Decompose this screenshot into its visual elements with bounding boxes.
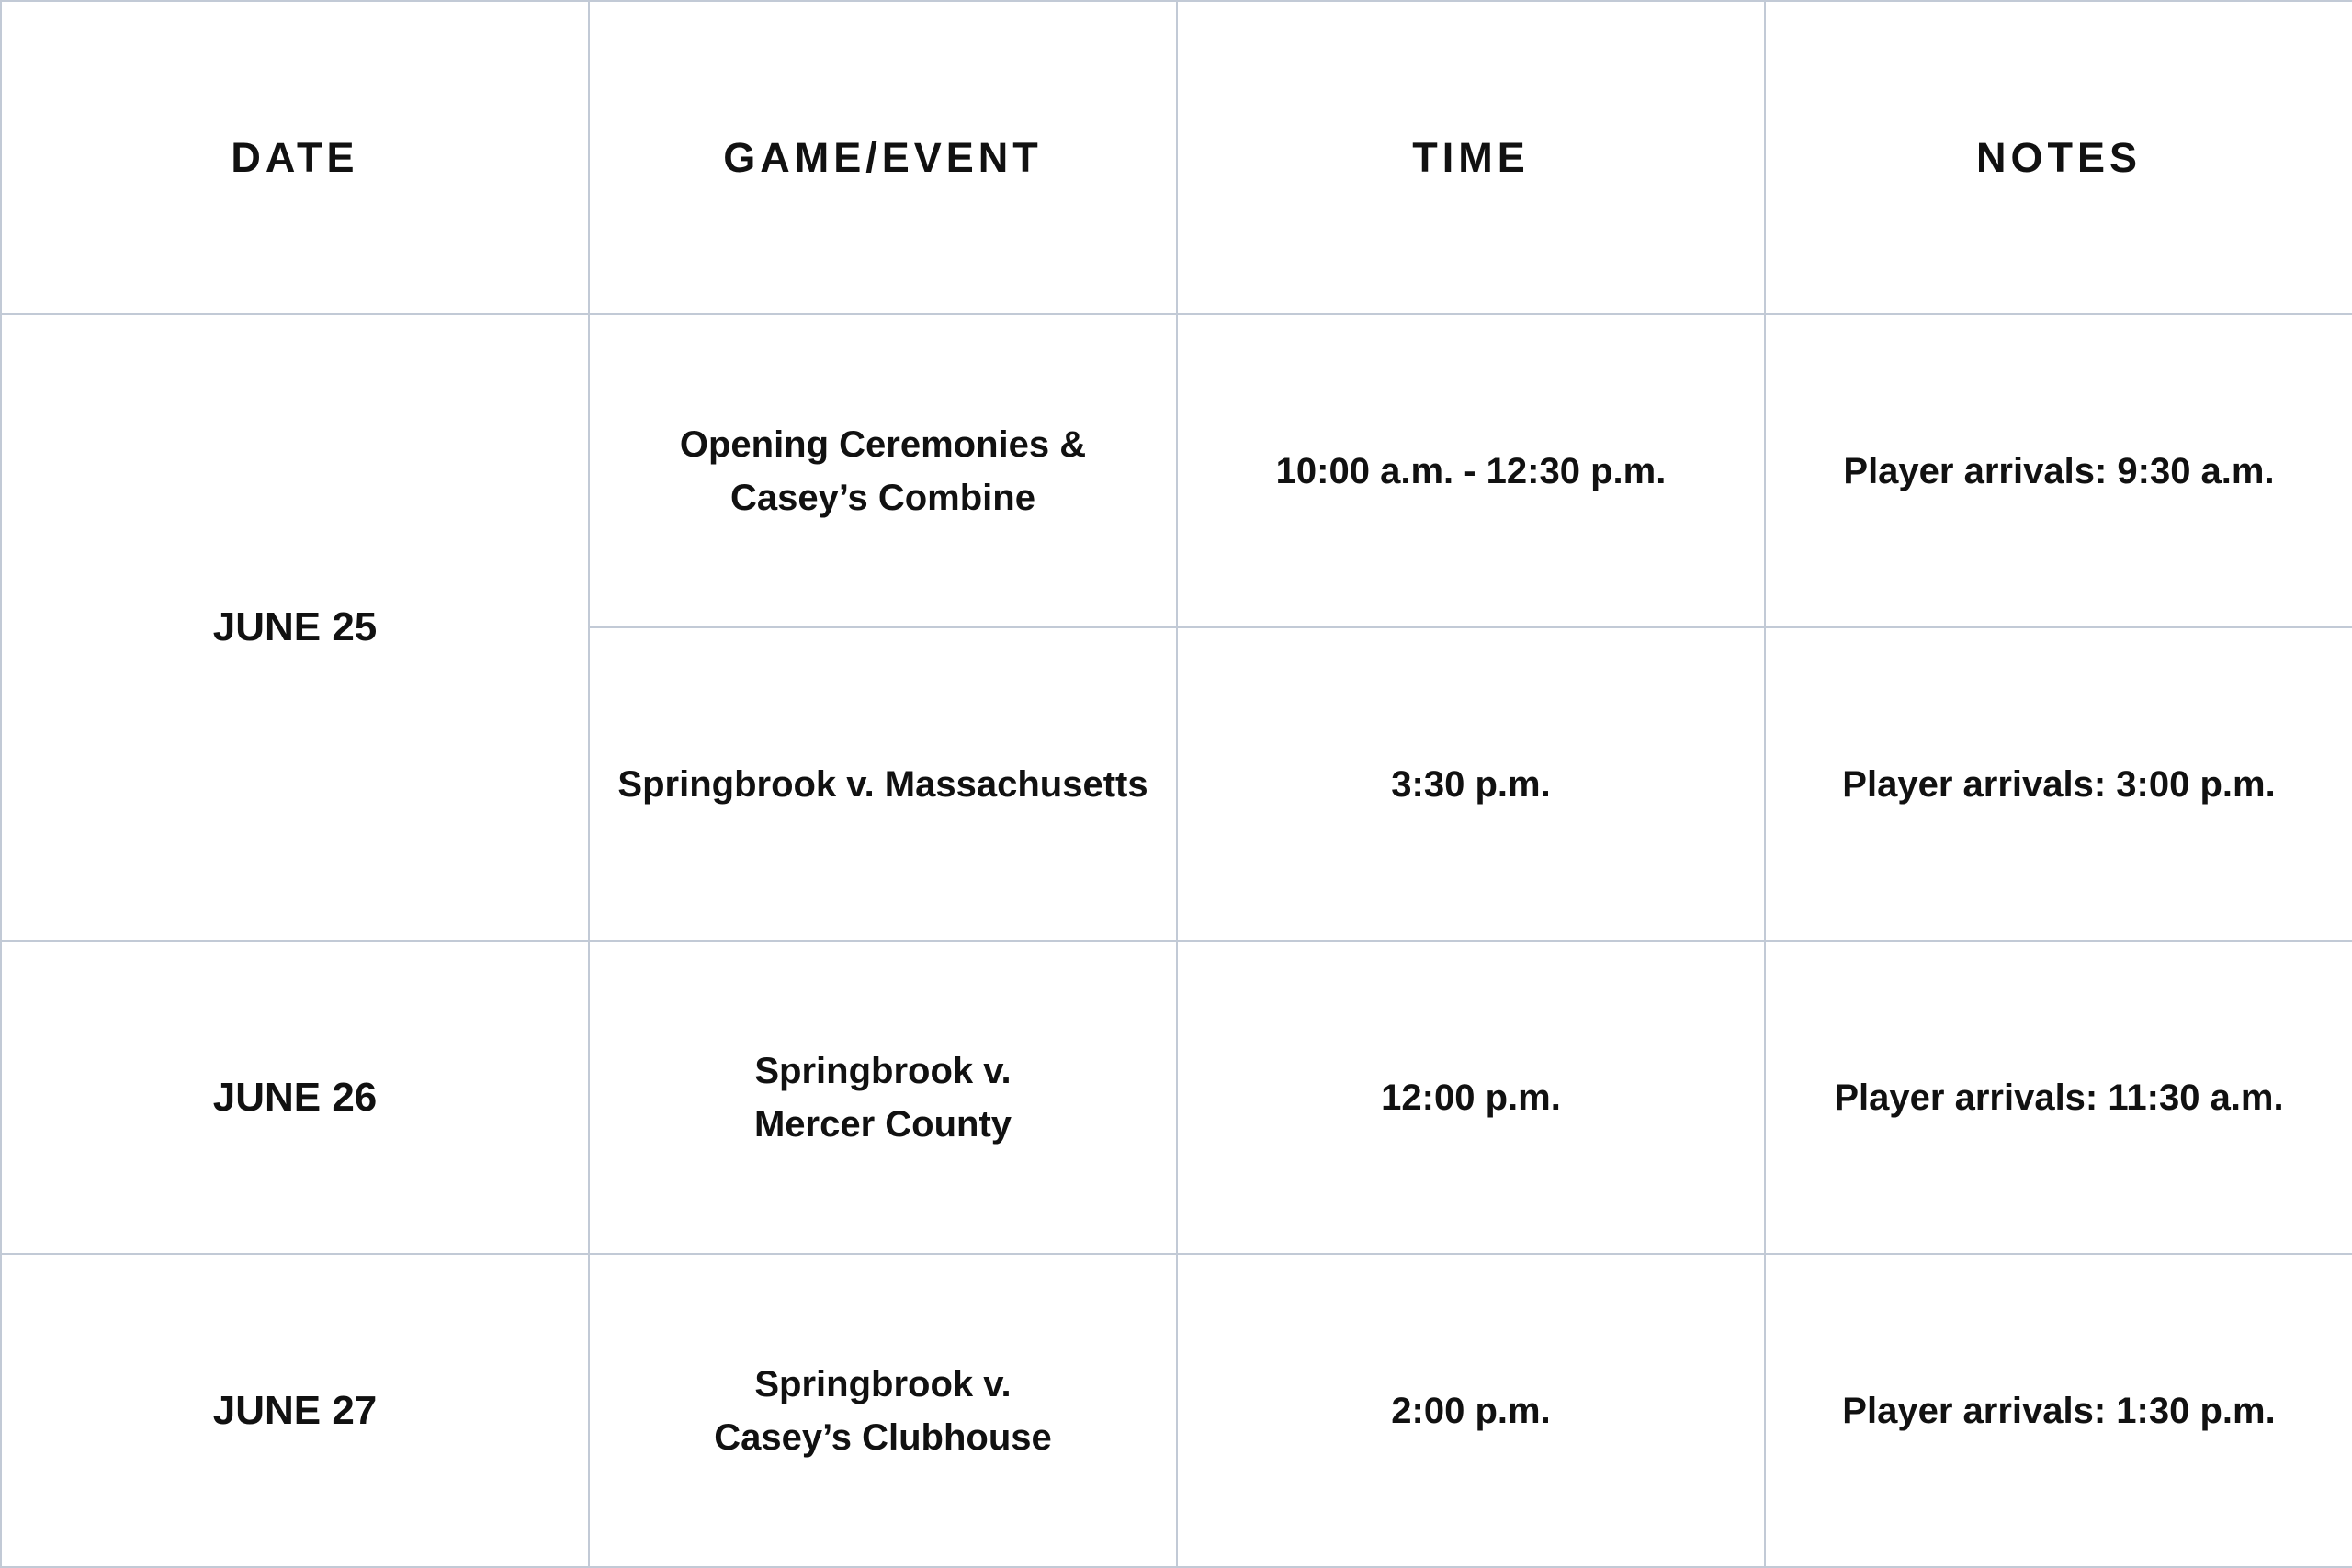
time-cell: 2:00 p.m.	[1177, 1254, 1765, 1567]
event-cell	[589, 941, 1177, 1254]
table-row	[1, 314, 2352, 627]
event-line: Springbrook v.	[754, 1050, 1012, 1091]
header-row	[1, 1, 2352, 314]
table-row	[1, 941, 2352, 1254]
notes-cell: Player arrivals: 11:30 a.m.	[1765, 941, 2352, 1254]
notes-cell: Player arrivals: 1:30 p.m.	[1765, 1254, 2352, 1567]
time-cell: 3:30 p.m.	[1177, 627, 1765, 941]
event-cell	[589, 314, 1177, 627]
column-header-date: DATE	[1, 1, 589, 314]
event-line: Springbrook v. Massachusetts	[617, 763, 1148, 805]
notes-cell: Player arrivals: 9:30 a.m.	[1765, 314, 2352, 627]
column-header-notes: NOTES	[1765, 1, 2352, 314]
event-cell	[589, 627, 1177, 941]
event-line: Casey’s Combine	[730, 477, 1035, 518]
date-cell: JUNE 27	[1, 1254, 589, 1567]
time-cell: 12:00 p.m.	[1177, 941, 1765, 1254]
event-line: Casey’s Clubhouse	[714, 1416, 1052, 1458]
date-cell: JUNE 26	[1, 941, 589, 1254]
date-cell: JUNE 25	[1, 314, 589, 941]
event-line: Springbrook v.	[754, 1363, 1012, 1404]
column-header-time: TIME	[1177, 1, 1765, 314]
table-row	[1, 1254, 2352, 1567]
event-cell	[589, 1254, 1177, 1567]
event-line: Opening Ceremonies &	[679, 423, 1087, 465]
event-line: Mercer County	[753, 1103, 1012, 1145]
notes-cell: Player arrivals: 3:00 p.m.	[1765, 627, 2352, 941]
column-header-game-event: GAME/EVENT	[589, 1, 1177, 314]
time-cell: 10:00 a.m. - 12:30 p.m.	[1177, 314, 1765, 627]
